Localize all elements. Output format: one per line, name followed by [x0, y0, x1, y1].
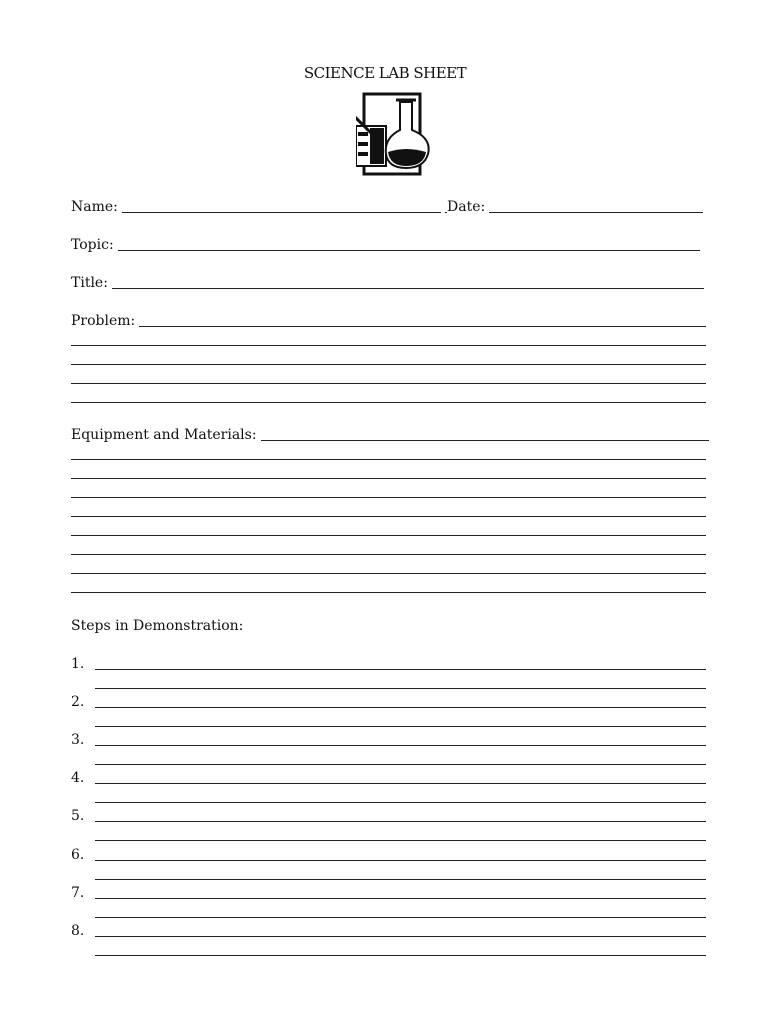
step-line[interactable] [95, 688, 706, 689]
problem-extra-line[interactable] [71, 402, 706, 403]
topic-line[interactable] [71, 250, 700, 251]
step-number: 5. [71, 808, 85, 824]
steps-label: Steps in Demonstration: [71, 617, 247, 635]
step-line[interactable] [95, 860, 706, 861]
step-number: 4. [71, 770, 85, 786]
step-line[interactable] [95, 726, 706, 727]
problem-line[interactable] [71, 326, 706, 327]
step-number: 1. [71, 656, 85, 672]
equipment-extra-line[interactable] [71, 592, 706, 593]
step-line[interactable] [95, 707, 706, 708]
step-line[interactable] [95, 669, 706, 670]
equipment-extra-line[interactable] [71, 497, 706, 498]
problem-label: Problem: [71, 312, 139, 330]
step-number: 3. [71, 732, 85, 748]
step-number: 8. [71, 923, 85, 939]
step-number: 2. [71, 694, 85, 710]
equipment-extra-line[interactable] [71, 573, 706, 574]
step-line[interactable] [95, 840, 706, 841]
problem-extra-line[interactable] [71, 364, 706, 365]
title-label: Title: [71, 274, 112, 292]
problem-extra-line[interactable] [71, 383, 706, 384]
sheet-title: SCIENCE LAB SHEET [303, 64, 467, 82]
step-line[interactable] [95, 821, 706, 822]
name-label: Name: [71, 198, 122, 216]
step-number: 6. [71, 847, 85, 863]
equipment-extra-line[interactable] [71, 554, 706, 555]
step-line[interactable] [95, 917, 706, 918]
equipment-extra-line[interactable] [71, 516, 706, 517]
step-line[interactable] [95, 879, 706, 880]
equipment-label: Equipment and Materials: [71, 426, 261, 444]
step-line[interactable] [95, 802, 706, 803]
step-line[interactable] [95, 783, 706, 784]
step-line[interactable] [95, 936, 706, 937]
step-line[interactable] [95, 898, 706, 899]
equipment-extra-line[interactable] [71, 535, 706, 536]
topic-label: Topic: [71, 236, 118, 254]
lab-beaker-flask-icon [356, 92, 436, 176]
equipment-extra-line[interactable] [71, 478, 706, 479]
problem-extra-line[interactable] [71, 345, 706, 346]
date-label: Date: [447, 198, 489, 216]
step-line[interactable] [95, 764, 706, 765]
step-line[interactable] [95, 955, 706, 956]
step-line[interactable] [95, 745, 706, 746]
step-number: 7. [71, 885, 85, 901]
name-line[interactable] [71, 212, 441, 213]
title-line[interactable] [71, 288, 704, 289]
equipment-extra-line[interactable] [71, 459, 706, 460]
